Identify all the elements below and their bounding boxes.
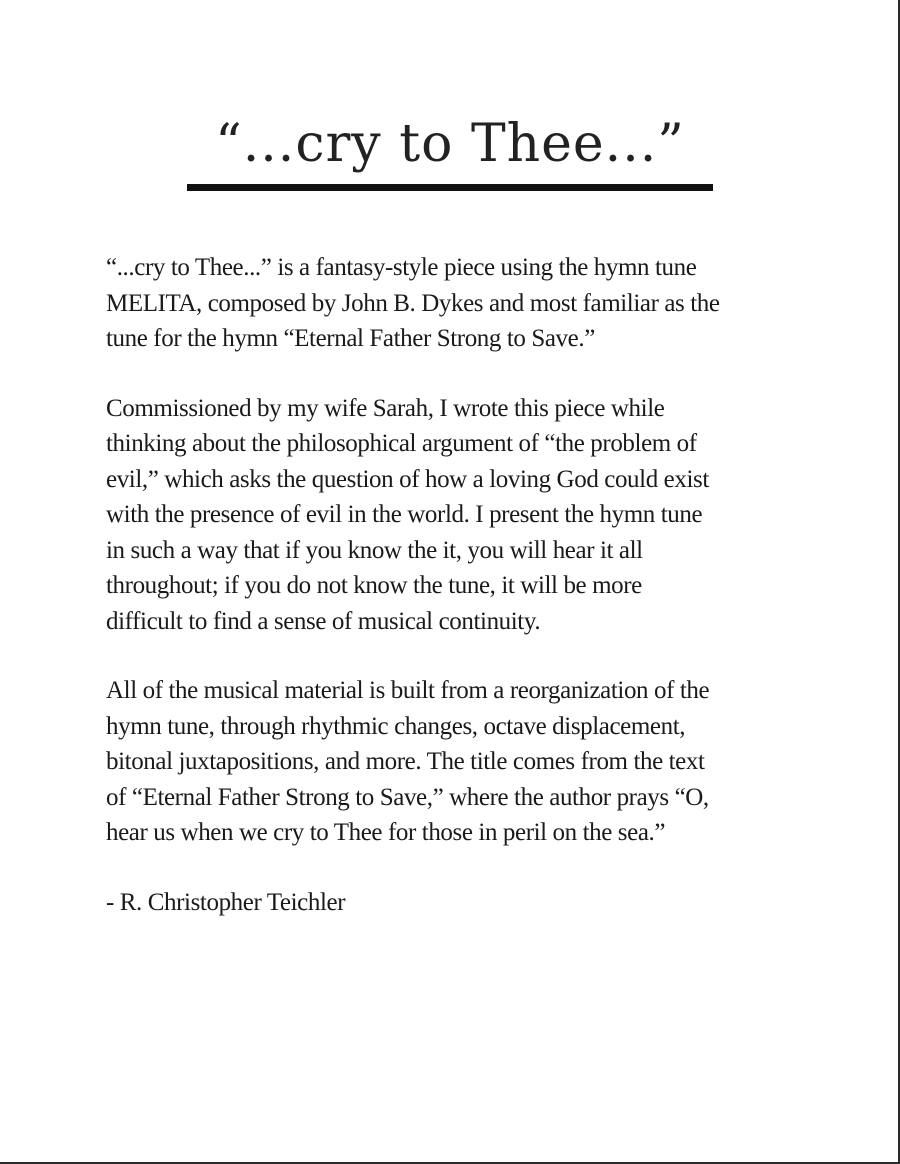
text-line: in such a way that if you know the it, you will hear it all xyxy=(106,536,643,564)
title-block xyxy=(187,108,713,191)
text-line: thinking about the philosophical argument of “the problem of xyxy=(106,430,697,457)
text-line: All of the musical material is built from a reorganization of the xyxy=(106,677,710,704)
text-line: with the presence of evil in the world. I present the hymn tune xyxy=(106,501,703,528)
title-underline xyxy=(187,184,713,191)
text-line: “...cry to Thee...” is a fantasy-style piece using the hymn tune xyxy=(106,254,697,281)
text-line: MELITA, composed by John B. Dykes and most familiar as the xyxy=(106,289,720,317)
text-line: throughout; if you do not know the tune, it will be more xyxy=(106,572,642,599)
page-title: “...cry to Thee...” xyxy=(215,114,685,174)
text-line: Commissioned by my wife Sarah, I wrote this piece while xyxy=(106,394,665,422)
text-line: tune for the hymn “Eternal Father Strong to Save.” xyxy=(106,325,595,352)
text-line: difficult to find a sense of musical continuity. xyxy=(106,607,541,635)
paragraph-material xyxy=(106,673,806,851)
text-line: hear us when we cry to Thee for those in peril on the sea.” xyxy=(106,819,666,846)
paragraph-intro xyxy=(106,250,806,357)
paragraph-commission xyxy=(106,391,806,640)
text-line: hymn tune, through rhythmic changes, octave displacement, xyxy=(106,712,686,740)
text-line: of “Eternal Father Strong to Save,” where the author prays “O, xyxy=(106,783,709,811)
text-line: bitonal juxtapositions, and more. The title comes from the text xyxy=(106,748,705,775)
author-signature: - R. Christopher Teichler xyxy=(106,888,346,916)
program-notes xyxy=(106,250,806,920)
text-line: evil,” which asks the question of how a loving God could exist xyxy=(106,465,709,493)
